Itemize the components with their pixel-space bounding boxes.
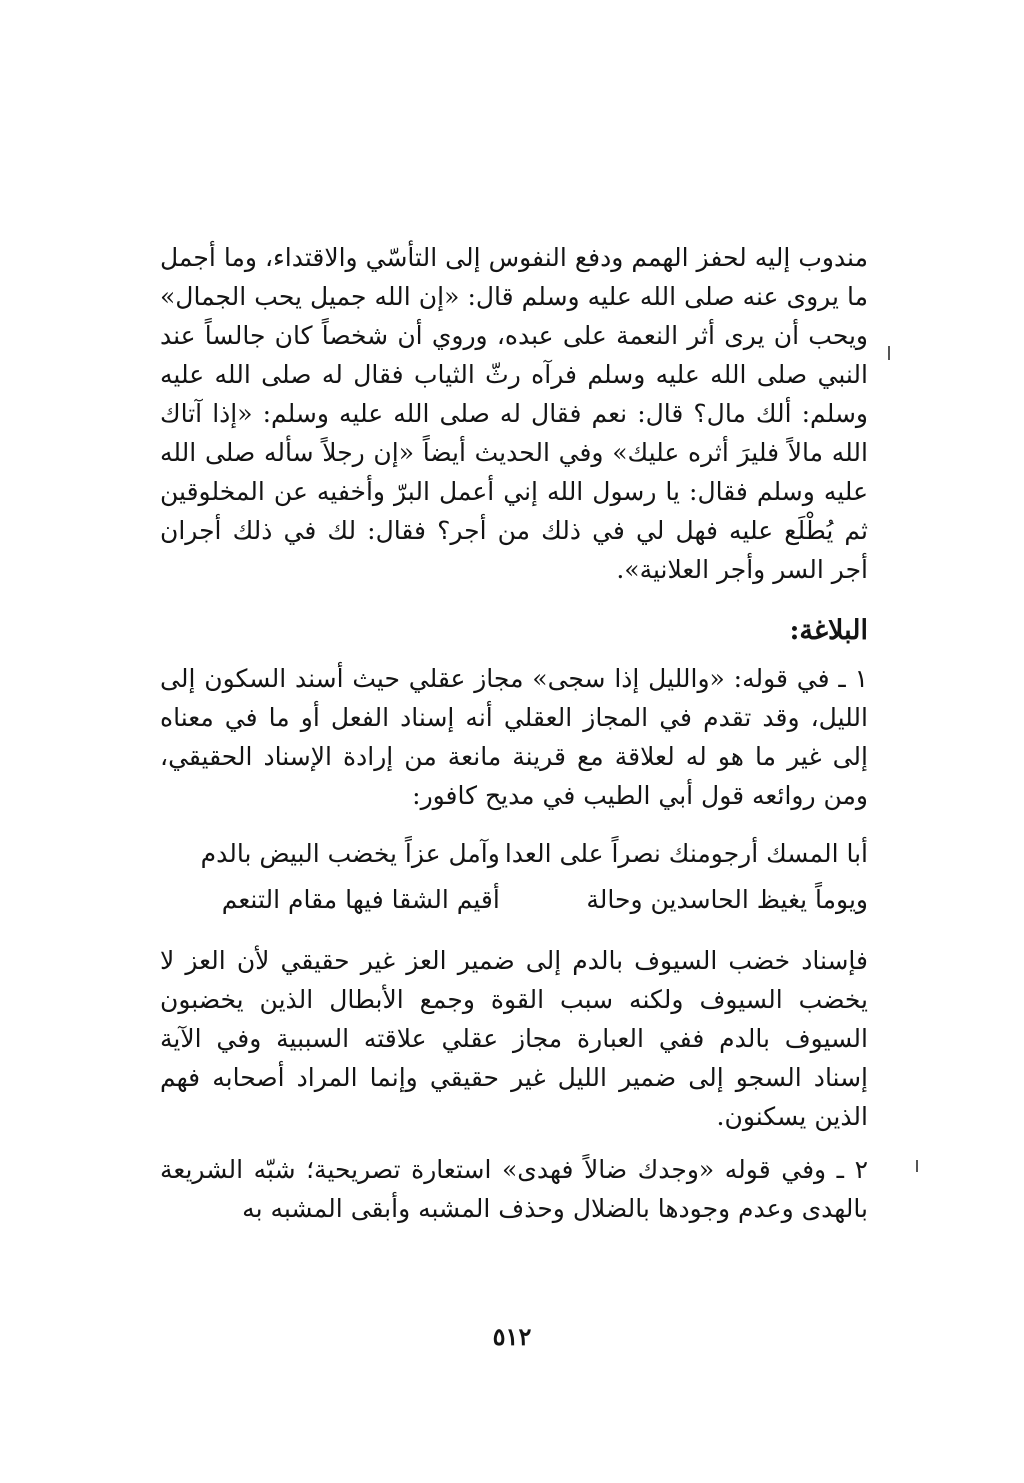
explanation-paragraph: فإسناد خضب السيوف بالدم إلى ضمير العز غير حقيقي لأن العز لا يخضب السيوف ولكنه سبب القوة وجمع الأبطال الذين يخضبون السيوف بالدم ففي العبارة مجاز عقلي علاقته السببية وفي الآية إسناد السجو إلى ضمير الليل غير حقيقي وإنما المراد أصحابه فهم الذين يسكنون. — [160, 946, 868, 1131]
intro-paragraph: مندوب إليه لحفز الهمم ودفع النفوس إلى التأسّي والاقتداء، وما أجمل ما يروى عنه صلى الله عليه وسلم قال: «إن الله جميل يحب الجمال» ويحب أن يرى أثر النعمة على عبده، وروي أن شخصاً كان جالساً عند النبي صلى الله عليه وسلم فرآه رثّ الثياب فقال له صلى الله عليه وسلم: ألك مال؟ قال: نعم فقال له صلى الله عليه وسلم: «إذا آتاك الله مالاً فليرَ أثره عليك» وفي الحديث أيضاً «إن رجلاً سأله صلى الله عليه وسلم فقال: يا رسول الله إني أعمل البرّ وأخفيه عن المخلوقين ثم يُطْلَع عليه فهل لي في ذلك من أجر؟ فقال: لك في ذلك أجران أجر السر وأجر العلانية». — [160, 243, 868, 584]
margin-scan-mark — [916, 1160, 918, 1172]
verse-line-2 — [160, 877, 868, 923]
page-body — [160, 238, 868, 1228]
point-1-paragraph: ١ ـ في قوله: «والليل إذا سجى» مجاز عقلي حيث أسند السكون إلى الليل، وقد تقدم في المجاز العقلي أنه إسناد الفعل أو ما في معناه إلى غير ما هو له لعلاقة مع قرينة مانعة من إرادة الإسناد الحقيقي، ومن روائعه قول أبي الطيب في مديح كافور: — [160, 664, 868, 810]
verse-line-1-first-hemistich: أبا المسك أرجومنك نصراً على العدا — [504, 839, 868, 868]
poem-verse — [160, 831, 868, 923]
verse-line-1-second-hemistich: وآمل عزاً يخضب البيض بالدم — [200, 839, 500, 868]
section-heading: البلاغة: — [789, 615, 868, 646]
point-2-paragraph: ٢ ـ وفي قوله «وجدك ضالاً فهدى» استعارة تصريحية؛ شبّه الشريعة بالهدى وعدم وجودها بالضلال وحذف المشبه وأبقى المشبه به — [160, 1155, 868, 1223]
margin-scan-mark — [888, 346, 890, 360]
page-number: ٥١٢ — [492, 1322, 532, 1351]
verse-line-2-second-hemistich: أقيم الشقا فيها مقام التنعم — [221, 885, 500, 914]
verse-line-1 — [160, 831, 868, 877]
verse-line-2-first-hemistich: ويوماً يغيظ الحاسدين وحالة — [586, 885, 868, 914]
